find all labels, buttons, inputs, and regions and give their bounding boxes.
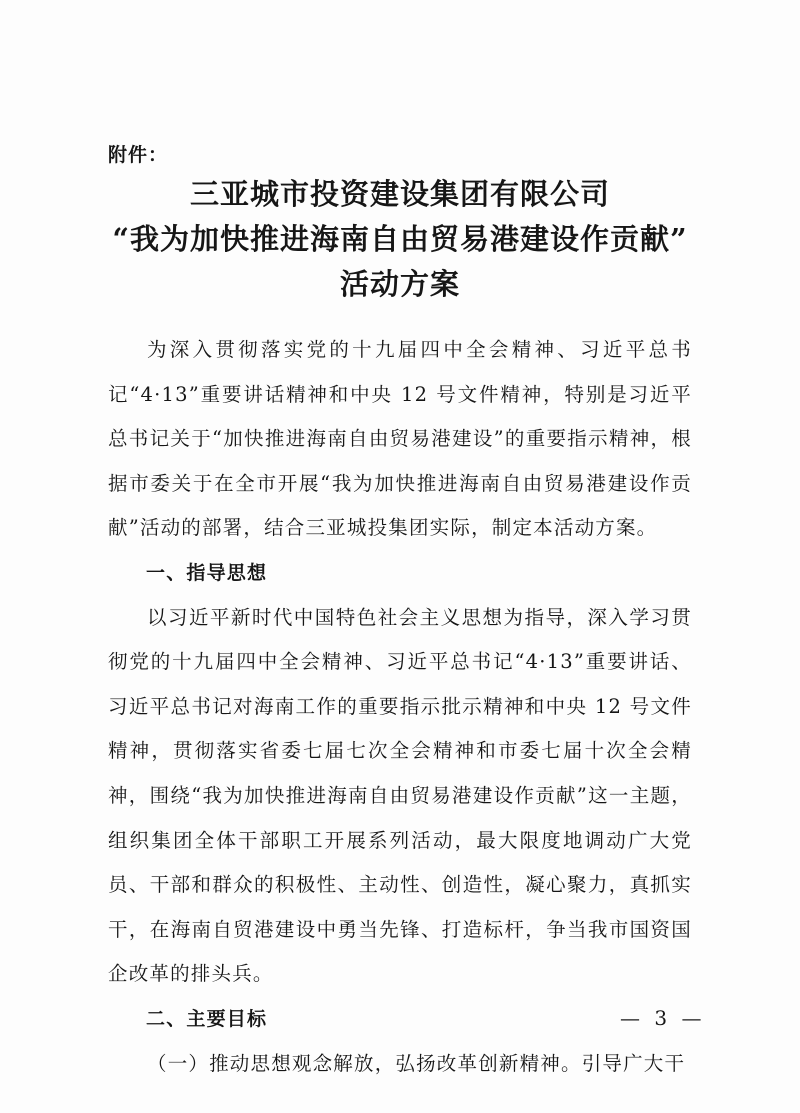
page-number: — 3 — [620, 1006, 706, 1030]
title-line-plan: 活动方案 [339, 267, 460, 301]
section-heading-guiding-ideology: 一、指导思想 [146, 561, 268, 584]
document-body [108, 328, 692, 1086]
document-title [60, 172, 740, 307]
attachment-label: 附件： [108, 144, 169, 166]
title-line-company: 三亚城市投资建设集团有限公司 [189, 177, 610, 211]
title-line-theme: “我为加快推进海南自由贸易港建设作贡献” [112, 222, 688, 256]
section-heading-main-goals: 二、主要目标 [146, 1007, 268, 1030]
main-goals-paragraph: （一）推动思想观念解放，弘扬改革创新精神。引导广大干 [147, 1051, 686, 1075]
intro-paragraph: 为深入贯彻落实党的十九届四中全会精神、习近平总书记“4·13”重要讲话精神和中央 12 号文件精神，特别是习近平总书记关于“加快推进海南自由贸易港建设”的重要指示精神，根据市委关于在全市开展“我为加快推进海南自由贸易港建设作贡献”活动的部署，结合三亚城投集团实际，制定本活动方案。 [108, 338, 692, 540]
guiding-ideology-paragraph: 以习近平新时代中国特色社会主义思想为指导，深入学习贯彻党的十九届四中全会精神、习近平总书记“4·13”重要讲话、习近平总书记对海南工作的重要指示批示精神和中央 12 号文件精神，贯彻落实省委七届七次全会精神和市委七届十次全会精神，围绕“我为加快推进海南自由贸易港建设作贡献”这一主题，组织集团全体干部职工开展系列活动，最大限度地调动广大党员、干部和群众的积极性、主动性、创造性，凝心聚力，真抓实干，在海南自贸港建设中勇当先锋、打造标杆，争当我市国资国企改革的排头兵。 [108, 605, 692, 986]
